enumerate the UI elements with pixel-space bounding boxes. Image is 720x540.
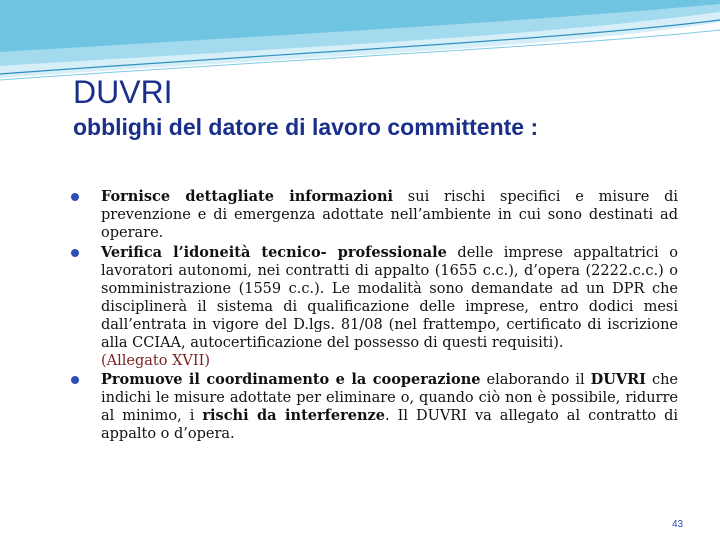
bullet-text: delle imprese appaltatrici o lavoratori autonomi, nei contratti di appalto (1655 c.c.), d’opera (2222.c.c.) o somministrazione (1559 c.c.). Le modalità sono demandate ad un DPR che disciplinerà il sistema di qualificazione delle imprese, entro dodici mesi dall’entrata in vigore del D.lgs. 81/08 (nel frattempo, certificato di iscrizione alla CCIAA, autocertificazione del possesso di questi requisiti).: [101, 245, 678, 351]
page-number: 43: [672, 519, 684, 530]
bullet-dot-icon: [71, 249, 79, 257]
bullet-lead: Verifica l’idoneità tecnico- professionale: [101, 244, 447, 261]
slide-title: DUVRI: [73, 74, 173, 110]
bullet-item: [101, 244, 678, 370]
bullet-list: [101, 188, 678, 443]
bullet-note: (Allegato XVII): [101, 353, 210, 369]
duvri-term: DUVRI: [590, 371, 646, 388]
bullet-dot-icon: [71, 193, 79, 201]
bullet-item: [101, 188, 678, 242]
bullet-text: sui rischi specifici e misure di prevenzione e di emergenza adottate nell’ambiente in cui sono destinati ad operare.: [101, 189, 678, 241]
bullet-text: elaborando il: [480, 372, 591, 388]
bullet-text: . Il DUVRI va allegato al contratto di appalto o d’opera.: [101, 408, 678, 442]
bullet-lead: Fornisce dettagliate informazioni: [101, 188, 393, 205]
bullet-dot-icon: [71, 376, 79, 384]
bullet-item: [101, 371, 678, 443]
slide-subtitle: obblighi del datore di lavoro committente :: [73, 114, 539, 140]
bullet-lead: Promuove il coordinamento e la cooperazione: [101, 371, 481, 388]
bullet-text: che indichi le misure adottate per eliminare o, quando ciò non è possibile, ridurre al minimo, i: [101, 372, 678, 424]
risk-term: rischi da interferenze: [202, 407, 385, 424]
